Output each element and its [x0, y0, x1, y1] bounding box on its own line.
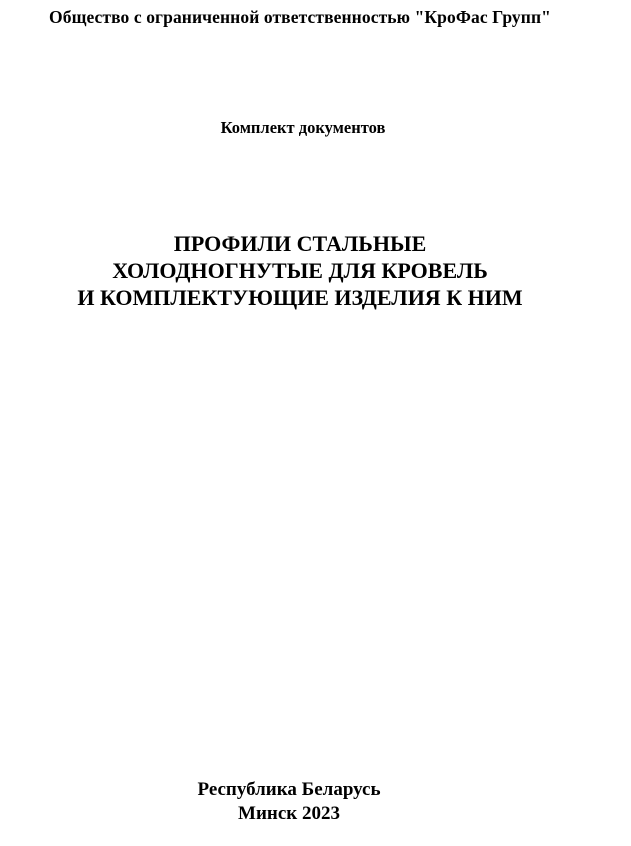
title-line-2: ХОЛОДНОГНУТЫЕ ДЛЯ КРОВЕЛЬ [112, 258, 488, 283]
document-title [0, 230, 600, 311]
publication-country: Республика Беларусь [197, 779, 381, 800]
document-kind: Комплект документов [220, 118, 386, 137]
title-line-3: И КОМПЛЕКТУЮЩИЕ ИЗДЕЛИЯ К НИМ [77, 285, 523, 310]
title-line-1: ПРОФИЛИ СТАЛЬНЫЕ [173, 231, 427, 256]
publication-city-year: Минск 2023 [238, 803, 340, 824]
organization-name: Общество с ограниченной ответственностью "КроФас Групп" [49, 7, 551, 27]
